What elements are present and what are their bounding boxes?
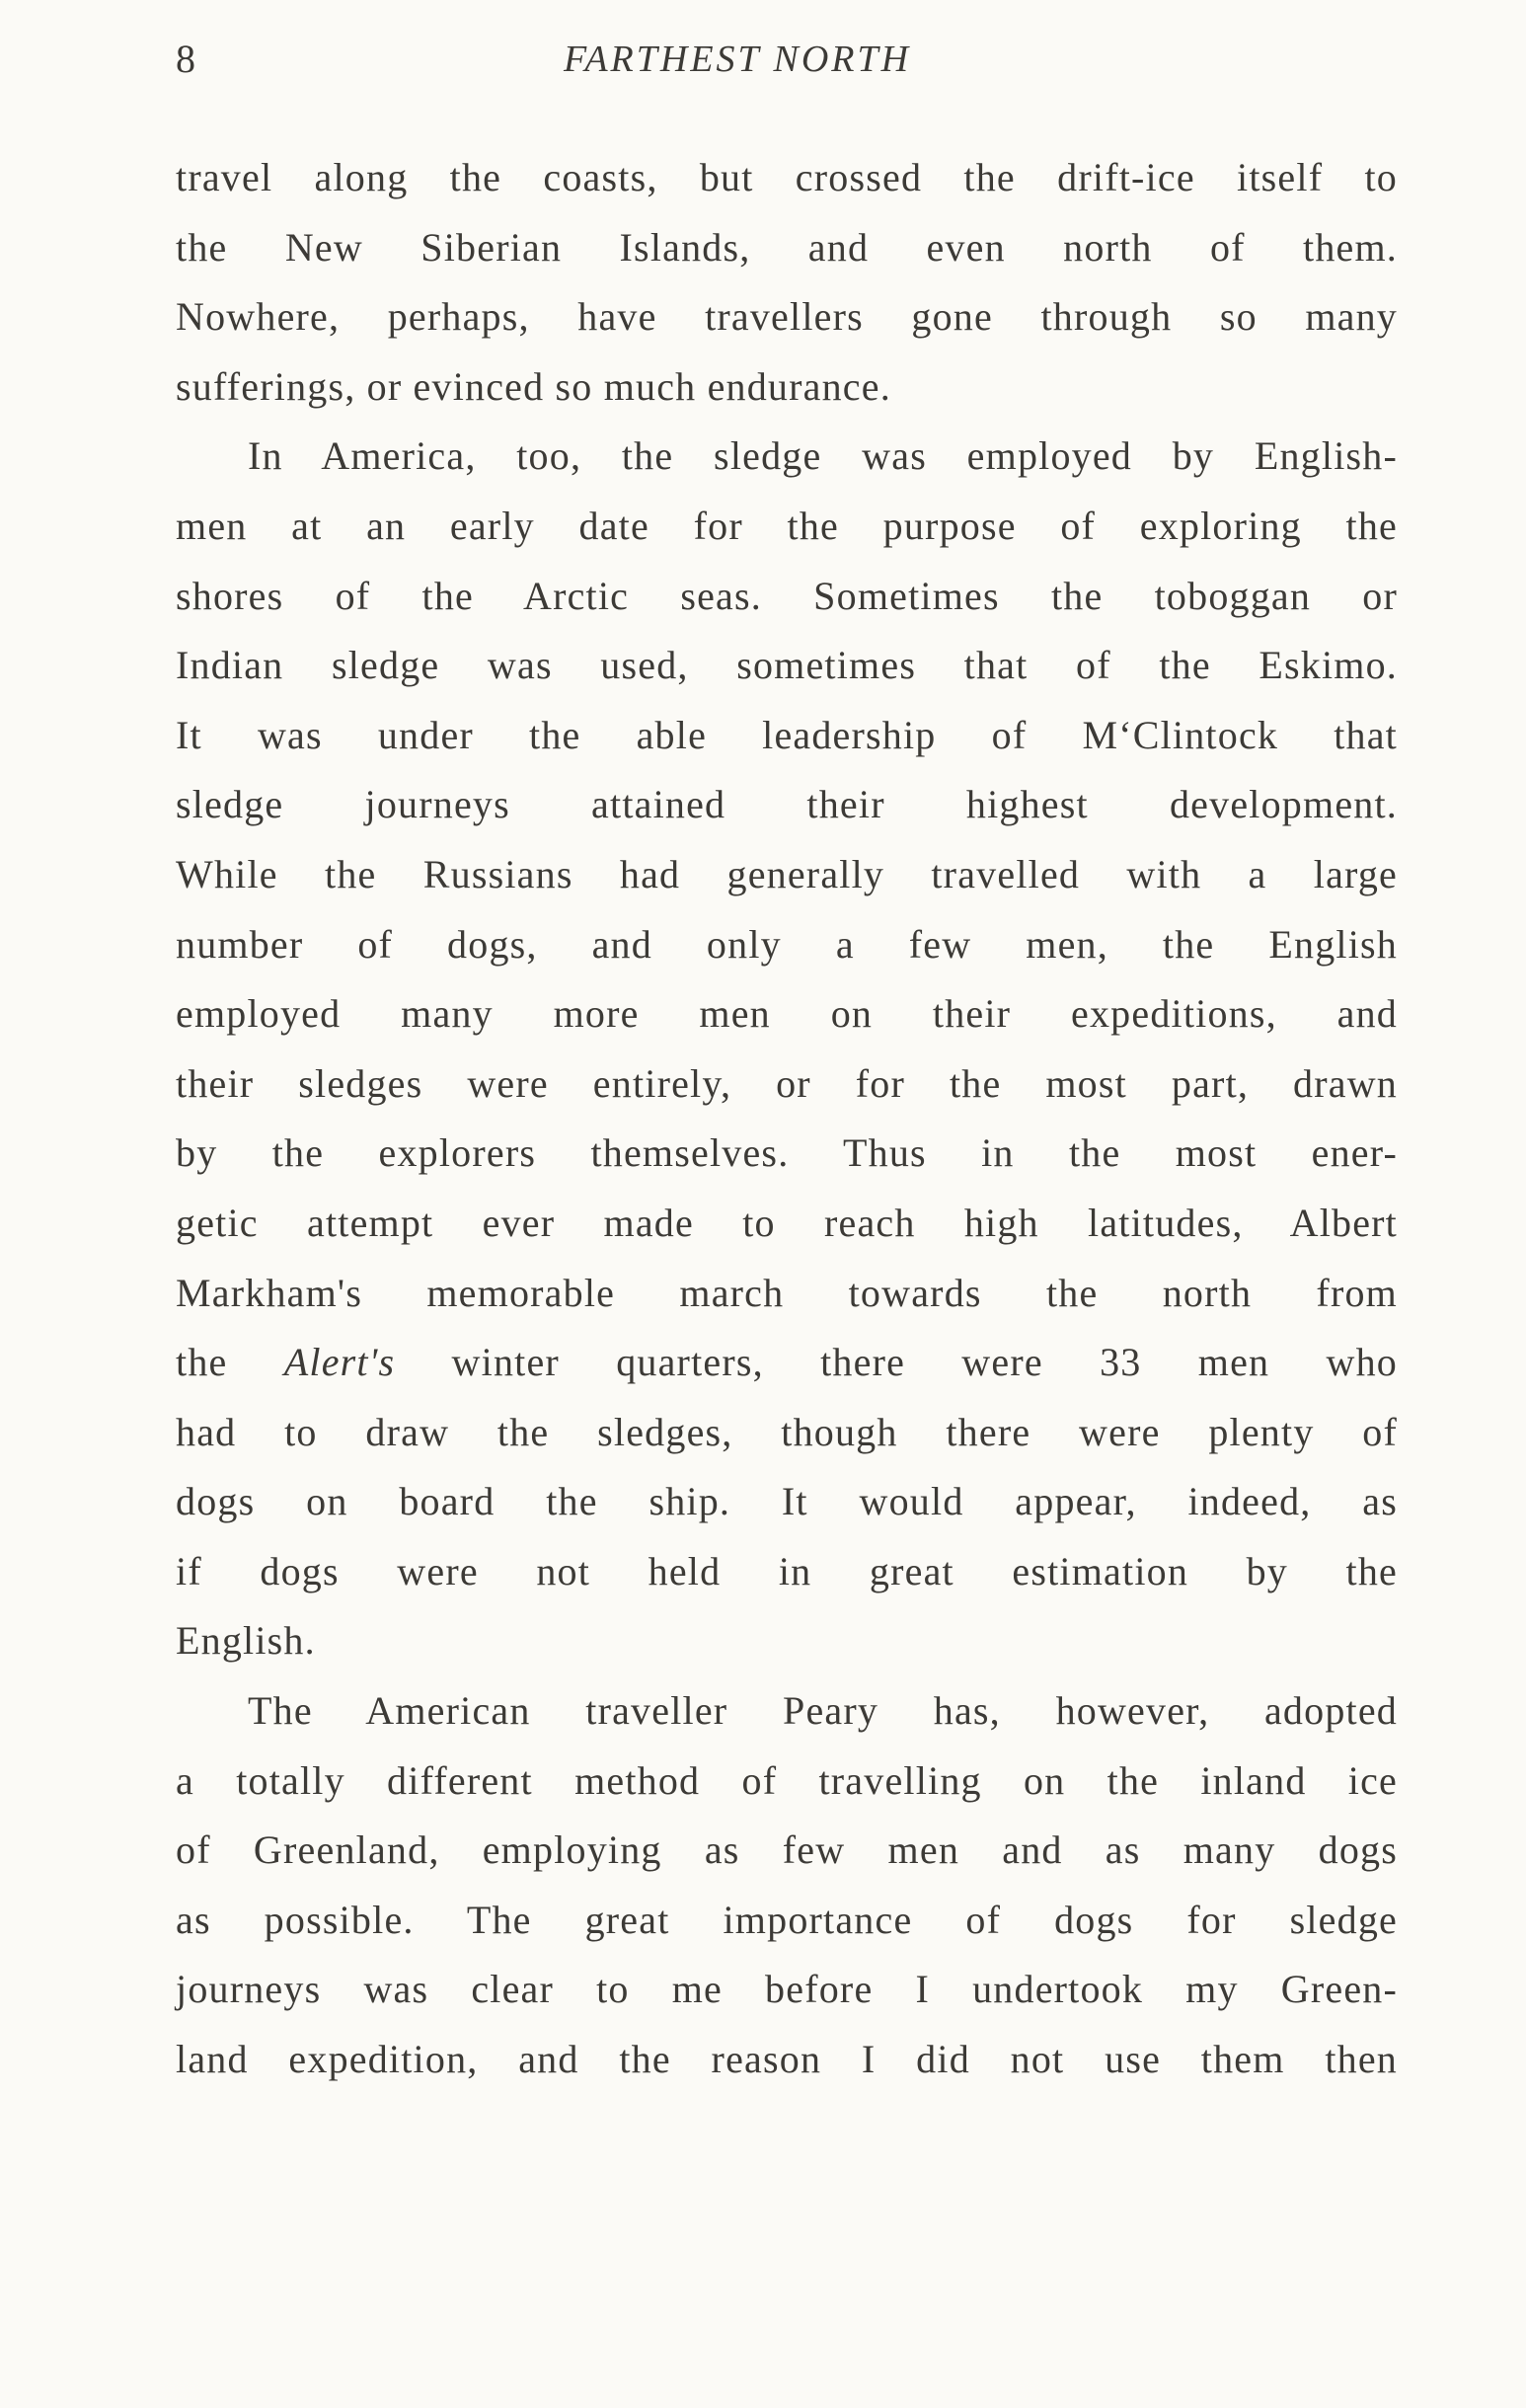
text-line: employed many more men on their expeditions, and [176, 991, 1398, 1037]
text-line: a totally different method of travelling on the inland ice [176, 1757, 1398, 1803]
text-line: the New Siberian Islands, and even north of them. [176, 224, 1398, 270]
text-line: if dogs were not held in great estimation by the [176, 1548, 1398, 1593]
page-number: 8 [176, 37, 195, 81]
text-line: men at an early date for the purpose of exploring the [176, 503, 1398, 548]
text-line: Nowhere, perhaps, have travellers gone through so many [176, 294, 1398, 340]
paragraph-1 [176, 143, 1398, 422]
text-line: sufferings, or evinced so much endurance. [176, 363, 891, 409]
text-line: land expedition, and the reason I did not use them then [176, 2037, 1398, 2082]
text-line: The American traveller Peary has, however, adopted [248, 1688, 1398, 1734]
text-line: Markham's memorable march towards the north from [176, 1270, 1398, 1315]
text-line: travel along the coasts, but crossed the drift-ice itself to [176, 155, 1398, 199]
running-title: FARTHEST NORTH [564, 39, 912, 80]
text-line-with-ship-name [176, 1328, 1398, 1398]
text-line: journeys was clear to me before I undertook my Green- [176, 1967, 1398, 2012]
text-line: getic attempt ever made to reach high latitudes, Albert [176, 1200, 1398, 1245]
body-text [176, 143, 1398, 2095]
text-line: It was under the able leadership of M‘Clintock that [176, 712, 1398, 757]
text-line: by the explorers themselves. Thus in the most ener- [176, 1130, 1398, 1176]
text-line: number of dogs, and only a few men, the English [176, 921, 1398, 967]
text-line: Indian sledge was used, sometimes that of the Eskimo. [176, 643, 1398, 688]
text-line: While the Russians had generally travelled with a large [176, 851, 1398, 896]
text-fragment: winter quarters, there were 33 men who [395, 1340, 1398, 1385]
text-line: shores of the Arctic seas. Sometimes the toboggan or [176, 573, 1398, 618]
text-line: as possible. The great importance of dogs for sledge [176, 1897, 1398, 1942]
text-line: of Greenland, employing as few men and as many dogs [176, 1827, 1398, 1873]
ship-name: Alert's [283, 1340, 396, 1385]
text-line: their sledges were entirely, or for the most part, drawn [176, 1060, 1398, 1106]
paragraph-2 [176, 422, 1398, 1676]
text-line: sledge journeys attained their highest development. [176, 782, 1398, 827]
text-line: dogs on board the ship. It would appear, indeed, as [176, 1479, 1398, 1524]
text-fragment: the [176, 1340, 284, 1385]
running-head [176, 30, 1400, 89]
paragraph-3 [176, 1676, 1398, 2095]
text-line: English. [176, 1618, 316, 1664]
text-line: had to draw the sledges, though there were plenty of [176, 1409, 1398, 1454]
text-line: In America, too, the sledge was employed by English- [248, 433, 1398, 479]
